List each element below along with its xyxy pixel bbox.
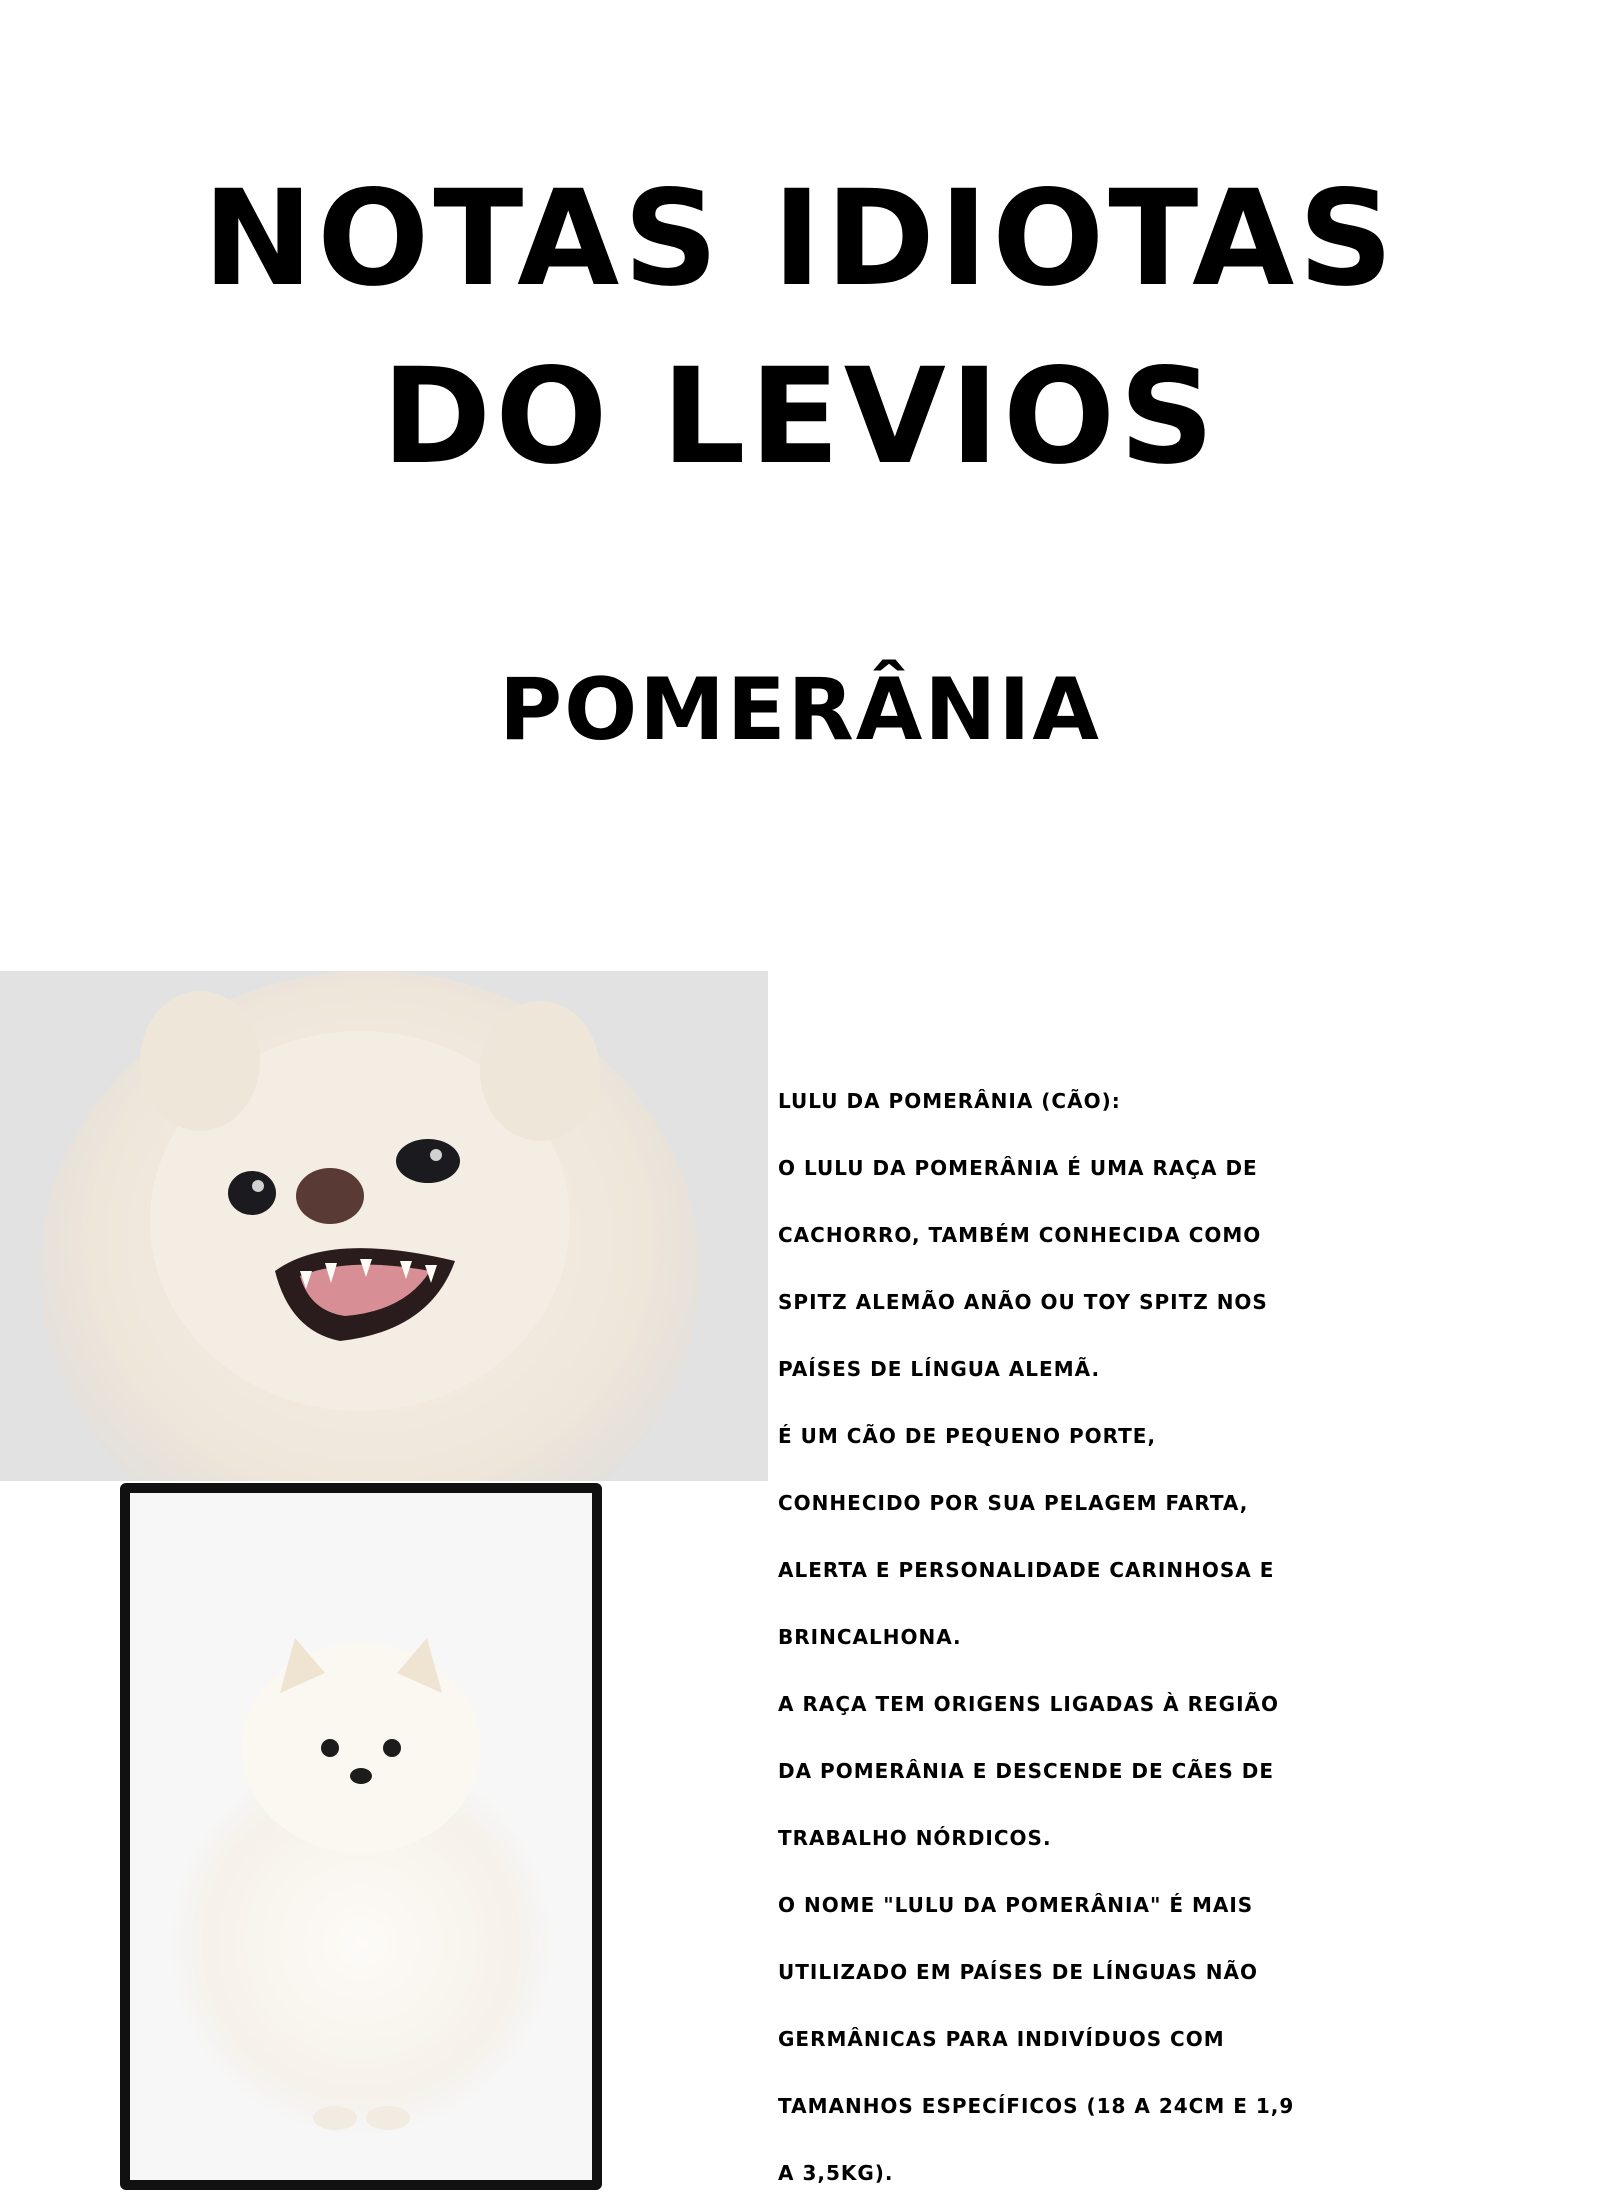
description-line: TAMANHOS ESPECÍFICOS (18 A 24CM E 1,9 bbox=[778, 2094, 1295, 2118]
title-line-2: DO LEVIOS bbox=[381, 340, 1219, 494]
framed-pomeranian-photo bbox=[120, 1483, 602, 2190]
angry-pomeranian-illustration bbox=[0, 971, 768, 1481]
breed-description bbox=[778, 1068, 1600, 2207]
description-line: PAÍSES DE LÍNGUA ALEMÃ. bbox=[778, 1357, 1101, 1381]
description-line: ALERTA E PERSONALIDADE CARINHOSA E bbox=[778, 1558, 1275, 1582]
title-line-1: NOTAS IDIOTAS bbox=[202, 162, 1398, 316]
angry-pomeranian-photo bbox=[0, 971, 768, 1481]
description-line: LULU DA POMERÂNIA (CÃO): bbox=[778, 1089, 1121, 1113]
document-subtitle: POMERÂNIA bbox=[499, 660, 1101, 760]
description-line: A RAÇA TEM ORIGENS LIGADAS À REGIÃO bbox=[778, 1692, 1280, 1716]
description-line: O LULU DA POMERÂNIA É UMA RAÇA DE bbox=[778, 1156, 1258, 1180]
description-line: GERMÂNICAS PARA INDIVÍDUOS COM bbox=[778, 2027, 1225, 2051]
description-line: É UM CÃO DE PEQUENO PORTE, bbox=[778, 1424, 1157, 1448]
description-line: CACHORRO, TAMBÉM CONHECIDA COMO bbox=[778, 1223, 1262, 1247]
description-line: O NOME "LULU DA POMERÂNIA" É MAIS bbox=[778, 1893, 1254, 1917]
description-line: DA POMERÂNIA E DESCENDE DE CÃES DE bbox=[778, 1759, 1275, 1783]
description-line: TRABALHO NÓRDICOS. bbox=[778, 1826, 1052, 1850]
description-line: CONHECIDO POR SUA PELAGEM FARTA, bbox=[778, 1491, 1249, 1515]
description-line: UTILIZADO EM PAÍSES DE LÍNGUAS NÃO bbox=[778, 1960, 1259, 1984]
description-line: A 3,5KG). bbox=[778, 2161, 894, 2185]
document-title bbox=[0, 150, 1600, 506]
description-line: BRINCALHONA. bbox=[778, 1625, 962, 1649]
white-pomeranian-illustration bbox=[130, 1493, 592, 2180]
description-line: SPITZ ALEMÃO ANÃO OU TOY SPITZ NOS bbox=[778, 1290, 1268, 1314]
